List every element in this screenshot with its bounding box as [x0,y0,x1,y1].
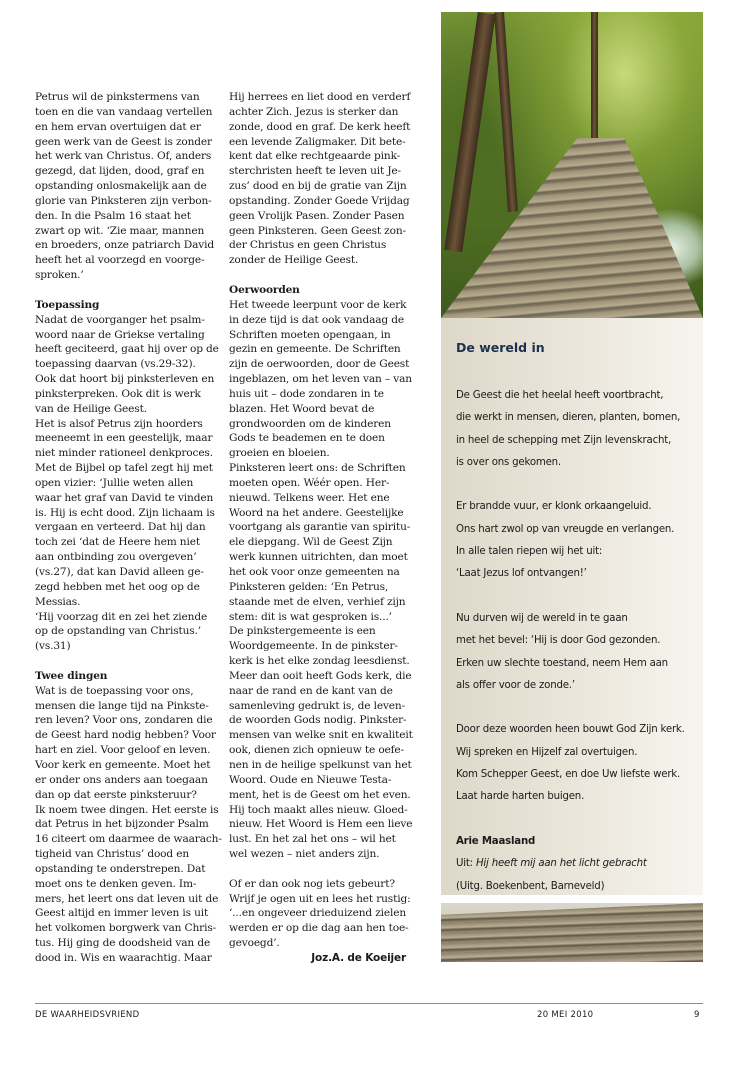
poem-author: Arie Maasland [456,835,536,847]
text-line: Wat is de toepassing voor ons, [35,684,194,697]
text-line: Er brandde vuur, er klonk orkaangeluid. [456,501,652,513]
text-line: Meer dan ooit heeft Gods kerk, die [229,669,412,682]
text-line: voortgang als garantie van spiritu- [229,521,411,534]
text-line: dan op dat eerste pinksteruur? [35,788,197,801]
text-line: tigheid van Christus’ dood en [35,848,190,861]
footer-date: 20 MEI 2010 [537,1010,594,1020]
page-number: 9 [694,1010,700,1020]
text-line: De pinkstergemeente is een [229,625,376,638]
text-line: Schriften moeten opengaan, in [229,328,391,341]
text-line: opstanding onlosmakelijk aan de [35,180,207,193]
text-line: ren leven? Voor ons, zondaren die [35,714,213,727]
blank-line [229,862,414,877]
text-line: lust. En het zal het ons – wil het [229,833,396,846]
text-line: mensen van welke snit en kwaliteit [229,729,413,742]
text-line: de Geest hard nodig hebben? Voor [35,729,216,742]
text-line: Wij spreken en Hijzelf zal overtuigen. [456,746,638,758]
text-line: pinksterpreken. Ook dit is werk [35,387,201,400]
text-line: is. Hij is echt dood. Zijn lichaam is [35,506,215,519]
text-line: toch zei ‘dat de Heere hem niet [35,536,200,549]
text-line: dood in. Wis en waarachtig. Maar [35,951,212,964]
text-line: dat Petrus in het bijzonder Psalm [35,818,209,831]
text-line: meeneemt in een geestelijk, maar [35,432,213,445]
text-line: de woorden Gods nodig. Pinkster- [229,714,407,727]
text-line: het volkomen borgwerk van Chris- [35,922,217,935]
footer-rule [35,1003,703,1004]
text-line: (vs.31) [35,640,71,653]
text-line: zegd hebben met het oog op de [35,580,200,593]
text-line: geen werk van de Geest is zonder [35,135,212,148]
text-line: Woordgemeente. In de pinkster- [229,640,398,653]
text-line: Het tweede leerpunt voor de kerk [229,298,407,311]
text-line: samenleving gedrukt is, de leven- [229,699,405,712]
text-line: grondwoorden om de kinderen [229,417,391,430]
text-line: nen in de heilige spelkunst van het [229,758,412,771]
text-line: Hij toch maakt alles nieuw. Gloed- [229,803,408,816]
text-line: Voor kerk en gemeente. Moet het [35,758,211,771]
blank-line [229,268,414,283]
text-line: stem: dit is wat gesproken is...’ [229,610,392,623]
text-line: die werkt in mensen, dieren, planten, bomen, [456,412,681,424]
text-line: nieuw. Het Woord is Hem een lieve [229,818,413,831]
source-prefix: Uit: [456,858,476,870]
text-line: en broeders, onze patriarch David [35,239,214,252]
text-line: sproken.’ [35,269,84,282]
text-line: het ook voor onze gemeenten na [229,566,400,578]
text-line: Hij herrees en liet dood en verderf [229,91,411,103]
text-line: geen Pinksteren. Geen Geest zon- [229,224,406,237]
text-line: sterchristen heeft te leven uit Je- [229,165,401,178]
text-line: is over ons gekomen. [456,456,561,468]
blank-line [456,809,685,831]
text-line: achter Zich. Jezus is sterker dan [229,105,399,118]
text-line: niet minder rationeel denkproces. [35,447,213,460]
text-line: woord naar de Griekse vertaling [35,328,205,341]
text-line: opstanding. Zonder Goede Vrijdag [229,194,410,207]
blank-line [456,474,685,496]
blank-line [456,697,685,719]
text-line: er onder ons anders aan toegaan [35,773,208,786]
source-title: Hij heeft mij aan het licht gebracht [475,858,647,870]
text-line: Ook dat hoort bij pinksterleven en [35,373,215,386]
boardwalk-photo [441,903,703,962]
text-line: ment, het is de Geest om het even. [229,788,411,801]
text-line: opstanding te onderstrepen. Dat [35,862,206,875]
article-column-2 [229,90,414,966]
text-line: heeft geciteerd, gaat hij over op de [35,343,219,356]
author-signature: Joz.A. de Koeijer [311,951,406,964]
text-line: gevoegd’. [229,937,280,950]
text-line: Wrijf je ogen uit en lees het rustig: [229,892,411,905]
text-line: aan ontbinding zou overgeven’ [35,551,197,564]
text-line: nieuwd. Telkens weer. Het ene [229,491,390,504]
text-line: van de Heilige Geest. [35,402,147,415]
text-line: den. In die Psalm 16 staat het [35,209,191,222]
text-line: toen en die van vandaag vertellen [35,105,213,118]
text-line: huis uit – dode zondaren in te [229,387,384,400]
text-line: Woord na het andere. Geestelijke [229,506,404,519]
text-line: ook, dienen zich opnieuw te oefe- [229,744,404,757]
text-line: Of er dan ook nog iets gebeurt? [229,877,395,890]
text-line: open vizier: ‘Jullie weten allen [35,476,194,489]
text-line: moeten open. Wéér open. Her- [229,476,390,489]
poem-source [456,853,685,875]
blank-line [35,654,220,669]
text-line: Door deze woorden heen bouwt God Zijn kerk. [456,724,685,736]
text-line: Petrus wil de pinkstermens van [35,91,200,103]
text-line: der Christus en geen Christus [229,239,387,252]
text-line: naar de rand en de kant van de [229,684,393,697]
text-line: heeft het al voorzegd en voorge- [35,254,205,267]
text-line: ingeblazen, om het leven van – van [229,373,412,386]
text-line: in heel de schepping met Zijn levenskracht, [456,434,672,446]
text-line: zonde, dood en graf. De kerk heeft [229,120,411,133]
sidebar-title: De wereld in [456,340,545,355]
text-line: 16 citeert om daarmee de waarach- [35,833,222,846]
text-line: Gods te beademen en te doen [229,432,385,445]
text-line: een levende Zaligmaker. Dit bete- [229,135,406,148]
text-line: Het is alsof Petrus zijn hoorders [35,417,203,430]
text-line: wel wezen – niet anders zijn. [229,848,380,861]
text-line: Erken uw slechte toestand, neem Hem aan [456,657,668,669]
text-line: gezin en gemeente. De Schriften [229,343,401,356]
footer-publication: DE WAARHEIDSVRIEND [35,1010,140,1020]
text-line: (vs.27), dat kan David alleen ge- [35,566,204,578]
text-line: blazen. Het Woord bevat de [229,402,375,415]
poem-publisher: (Uitg. Boekenbent, Barneveld) [456,880,605,892]
text-line: staande met de elven, verhief zijn [229,595,406,608]
text-line: gezegd, dat lijden, dood, graf en [35,165,205,178]
text-line: ele diepgang. Wil de Geest Zijn [229,536,393,549]
text-line: mers, het leert ons dat leven uit de [35,892,219,905]
text-line: In alle talen riepen wij het uit: [456,546,603,558]
text-line: kerk is het elke zondag leesdienst. [229,655,410,668]
text-line: waar het graf van David te vinden [35,491,214,504]
poem-sidebar [441,318,703,895]
text-line: en hem ervan overtuigen dat er [35,120,201,133]
text-line: ‘Laat Jezus lof ontvangen!’ [456,568,587,580]
text-line: De Geest die het heelal heeft voortbracht, [456,390,664,401]
text-line: Nu durven wij de wereld in te gaan [456,612,628,624]
text-line: zonder de Heilige Geest. [229,254,359,267]
text-line: vergaan en verteerd. Dat hij dan [35,521,206,534]
text-line: tus. Hij ging de doodsheid van de [35,937,211,950]
text-line: Ons hart zwol op van vreugde en verlangen. [456,523,675,535]
text-line: Pinksteren leert ons: de Schriften [229,462,406,475]
text-line: zijn de oerwoorden, door de Geest [229,358,410,371]
blank-line [456,586,685,608]
text-line: glorie van Pinksteren zijn verbon- [35,194,212,207]
text-line: als offer voor de zonde.’ [456,679,575,691]
text-line: ‘Hij voorzag dit en zei het ziende [35,610,208,623]
text-line: geen Vrolijk Pasen. Zonder Pasen [229,209,405,222]
forest-boardwalk-photo [441,12,703,318]
section-heading: Twee dingen [35,669,108,682]
text-line: Ik noem twee dingen. Het eerste is [35,803,219,816]
section-heading: Toepassing [35,298,100,311]
text-line: ‘...en ongeveer drieduizend zielen [229,907,407,920]
text-line: toepassing daarvan (vs.29-32). [35,358,196,371]
section-heading: Oerwoorden [229,283,300,296]
text-line: Messias. [35,595,81,608]
article-column-1 [35,90,220,966]
text-line: op de opstanding van Christus.’ [35,625,201,638]
text-line: Pinksteren gelden: ‘En Petrus, [229,580,389,593]
text-line: met het bevel: ‘Hij is door God gezonden. [456,635,661,647]
text-line: hart en ziel. Voor geloof en leven. [35,744,211,757]
text-line: zwart op wit. ‘Zie maar, mannen [35,224,205,237]
text-line: zus’ dood en bij de gratie van Zijn [229,180,407,193]
text-line: Kom Schepper Geest, en doe Uw liefste werk. [456,769,681,781]
text-line: in deze tijd is dat ook vandaag de [229,313,405,326]
text-line: Geest altijd en immer leven is uit [35,907,209,920]
text-line: moet ons te denken geven. Im- [35,877,197,890]
text-line: het werk van Christus. Of, anders [35,150,212,163]
text-line: werden er op die dag aan hen toe- [229,922,409,935]
text-line: mensen die lange tijd na Pinkste- [35,699,209,712]
blank-line [35,283,220,298]
text-line: kent dat elke rechtgeaarde pink- [229,150,401,163]
text-line: Nadat de voorganger het psalm- [35,313,205,326]
text-line: werk kunnen uitrichten, dan moet [229,551,408,564]
poem-text [456,385,685,898]
text-line: Laat harde harten buigen. [456,791,585,803]
text-line: Woord. Oude en Nieuwe Testa- [229,773,392,786]
text-line: Met de Bijbel op tafel zegt hij met [35,462,213,475]
text-line: groeien en bloeien. [229,447,330,460]
